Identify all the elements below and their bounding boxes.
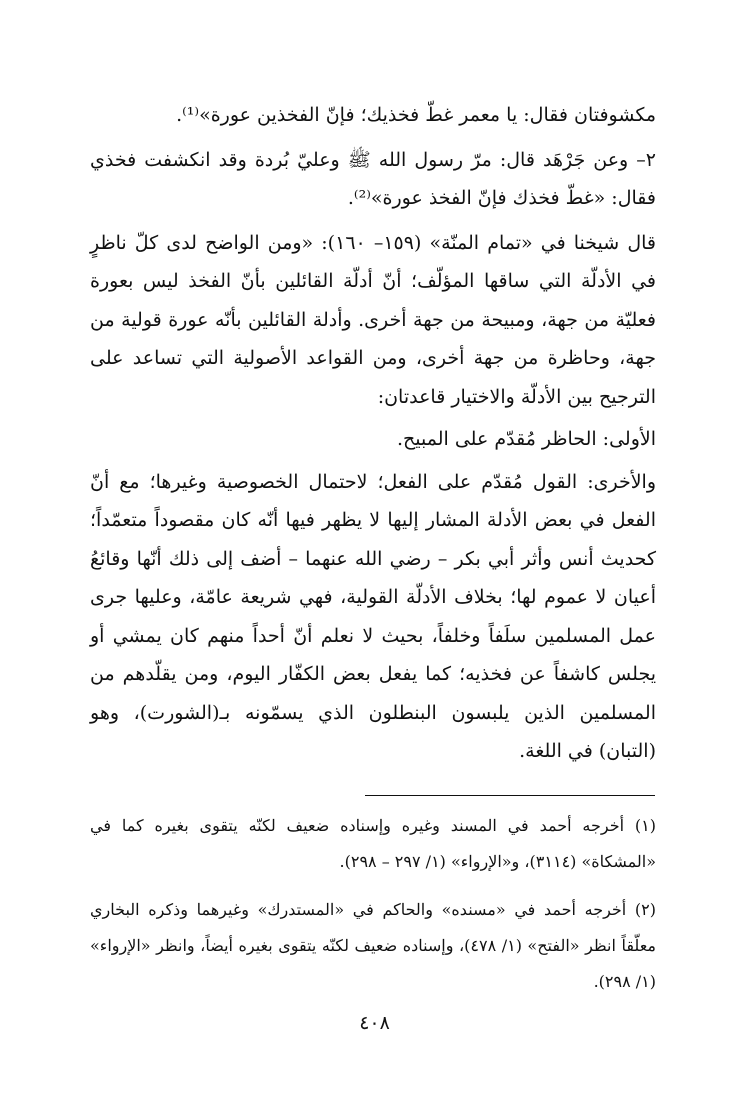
page-number: ٤٠٨ [359, 1012, 390, 1034]
footnote-2: (٢) أخرجه أحمد في «مسنده» والحاكم في «المستدرك» وغيرهما وذكره البخاري معلّقاً انظر «الفتح» (١/ ٤٧٨)، وإسناده ضعيف لكنّه يتقوى بغيره أيضاً، وانظر «الإرواء» (١/ ٢٩٨). [90, 900, 657, 991]
paragraph-hadith-2: ٢– وعن جَرْهَد قال: مرّ رسول الله ﷺ وعليّ بُردة وقد انكشفت فخذي فقال: «غطّ فخذك فإنّ الفخذ عورة»⁽²⁾. [90, 148, 656, 209]
footnote-divider [365, 795, 655, 796]
paragraph-quote: قال شيخنا في «تمام المنّة» (١٥٩– ١٦٠): «ومن الواضح لدى كلّ ناظرٍ في الأدلّة التي ساقها المؤلّف؛ أنّ أدلّة القائلين بأنّ الفخذ ليس بعورة فعليّة من جهة، ومبيحة من جهة أخرى. وأدلة القائلين بأنّه عورة قولية من جهة، وحاظرة من جهة أخرى، ومن القواعد الأصولية التي تساعد على الترجيح بين الأدلّة والاختيار قاعدتان: [90, 231, 656, 408]
footnotes [90, 808, 656, 1000]
main-text [90, 96, 656, 771]
footnote-1: (١) أخرجه أحمد في المسند وغيره وإسناده ضعيف لكنّه يتقوى بغيره كما في «المشكاة» (٣١١٤)، و«الإرواء» (١/ ٢٩٧ – ٢٩٨). [90, 816, 656, 871]
paragraph-continuation: مكشوفتان فقال: يا معمر غطّ فخذيك؛ فإنّ الفخذين عورة»⁽¹⁾. [176, 104, 656, 126]
paragraph-rule-2: والأخرى: القول مُقدّم على الفعل؛ لاحتمال الخصوصية وغيرها؛ مع أنّ الفعل في بعض الأدلة المشار إليها لا يظهر فيها أنّه كان مقصوداً متعمّداً؛ كحديث أنس وأثر أبي بكر – رضي الله عنهما – أضف إلى ذلك أنّها وقائعُ أعيان لا عموم لها؛ بخلاف الأدلّة القولية، فهي شريعة عامّة، وعليها جرى عمل المسلمين سلَفاً وخلفاً، بحيث لا نعلم أنّ أحداً منهم كان يمشي أو يجلس كاشفاً عن فخذيه؛ كما يفعل بعض الكفّار اليوم، ومن يقلّدهم من المسلمين الذين يلبسون البنطلون الذي يسمّونه بـ(الشورت)، وهو (التبان) في اللغة. [90, 470, 656, 762]
paragraph-rule-1: الأولى: الحاظر مُقدّم على المبيح. [396, 428, 656, 450]
